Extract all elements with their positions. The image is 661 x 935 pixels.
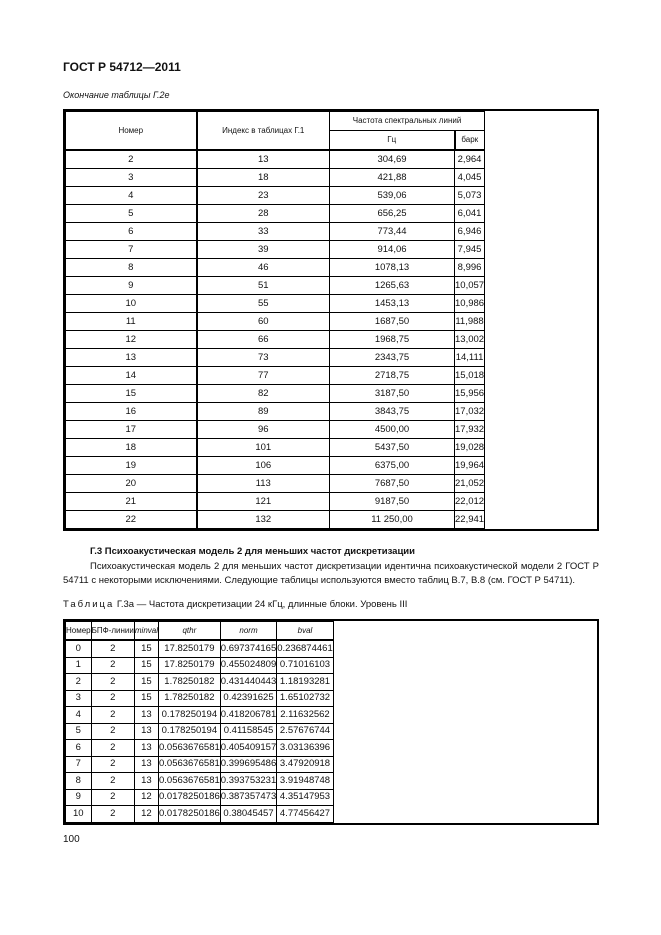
table-cell: 4.77456427 xyxy=(277,806,333,823)
spectral-lines-table xyxy=(63,109,599,531)
table-cell: 0.38045457 xyxy=(220,806,276,823)
table-cell: 1 xyxy=(66,657,92,674)
table-cell: 7,945 xyxy=(455,241,485,259)
table-cell: 15 xyxy=(134,674,158,691)
table-cell: 19,964 xyxy=(455,457,485,475)
table-cell: 2 xyxy=(91,674,134,691)
table1-caption: Окончание таблицы Г.2е xyxy=(63,90,170,100)
table-cell: 19 xyxy=(66,457,197,475)
table-row xyxy=(66,331,485,349)
table-cell: 28 xyxy=(197,205,330,223)
table-cell: 6,946 xyxy=(455,223,485,241)
psychoacoustic-table xyxy=(63,619,599,825)
section-paragraph: Психоакустическая модель 2 для меньших частот дискретизации идентична психоакустической модели 2 ГОСТ Р 54711 с некоторыми исключениями. Следующие таблицы используются вместо таблиц В.7, В.8 (см. ГОСТ Р 54711). xyxy=(63,561,599,586)
table-row xyxy=(66,421,485,439)
table-cell: 12 xyxy=(66,331,197,349)
table-cell: 3187,50 xyxy=(330,385,455,403)
table-cell: 10,986 xyxy=(455,295,485,313)
table-row xyxy=(66,690,334,707)
table-cell: 3.47920918 xyxy=(277,756,333,773)
table-cell: 4 xyxy=(66,187,197,205)
table-row xyxy=(66,789,334,806)
table-cell: 121 xyxy=(197,493,330,511)
table-cell: 82 xyxy=(197,385,330,403)
table-cell: 17 xyxy=(66,421,197,439)
table-cell: 10 xyxy=(66,806,92,823)
table-row xyxy=(66,756,334,773)
col-header-number: Номер xyxy=(66,112,197,151)
table-cell: 1.18193281 xyxy=(277,674,333,691)
table-cell: 17,932 xyxy=(455,421,485,439)
col-header-hz: Гц xyxy=(330,131,455,151)
table-cell: 6 xyxy=(66,223,197,241)
table-cell: 5 xyxy=(66,205,197,223)
table-cell: 12 xyxy=(134,789,158,806)
table-cell: 2718,75 xyxy=(330,367,455,385)
table-cell: 33 xyxy=(197,223,330,241)
table-cell: 13 xyxy=(134,707,158,724)
table-cell: 15 xyxy=(134,640,158,657)
table-cell: 46 xyxy=(197,259,330,277)
table-cell: 1.78250182 xyxy=(159,674,221,691)
table-row xyxy=(66,707,334,724)
table-cell: 6 xyxy=(66,740,92,757)
table2-header-row xyxy=(66,622,334,641)
col-header-bark: барк xyxy=(455,131,485,151)
table-cell: 15 xyxy=(66,385,197,403)
table-cell: 22,012 xyxy=(455,493,485,511)
table-cell: 9187,50 xyxy=(330,493,455,511)
table-cell: 1453,13 xyxy=(330,295,455,313)
table-cell: 20 xyxy=(66,475,197,493)
table-cell: 0 xyxy=(66,640,92,657)
col-header-3: qthr xyxy=(159,622,221,641)
table-cell: 66 xyxy=(197,331,330,349)
table-cell: 4.35147953 xyxy=(277,789,333,806)
table-row xyxy=(66,277,485,295)
table-cell: 13 xyxy=(134,773,158,790)
table-row xyxy=(66,674,334,691)
table-cell: 17.8250179 xyxy=(159,657,221,674)
col-header-1: БПФ-линии xyxy=(91,622,134,641)
table-cell: 8,996 xyxy=(455,259,485,277)
table-cell: 18 xyxy=(66,439,197,457)
table-cell: 2 xyxy=(91,789,134,806)
table-cell: 0.0563676581 xyxy=(159,773,221,790)
table-row xyxy=(66,259,485,277)
section-heading: Г.3 Психоакустическая модель 2 для меньших частот дискретизации xyxy=(90,546,415,557)
table-row xyxy=(66,657,334,674)
table-cell: 304,69 xyxy=(330,150,455,169)
table-cell: 0.387357473 xyxy=(220,789,276,806)
table-cell: 2 xyxy=(91,707,134,724)
table-cell: 77 xyxy=(197,367,330,385)
table-cell: 2.57676744 xyxy=(277,723,333,740)
table-cell: 0.178250194 xyxy=(159,723,221,740)
table-cell: 2 xyxy=(91,640,134,657)
table-cell: 132 xyxy=(197,511,330,529)
table-cell: 1.78250182 xyxy=(159,690,221,707)
table-cell: 7687,50 xyxy=(330,475,455,493)
table-cell: 17.8250179 xyxy=(159,640,221,657)
document-header: ГОСТ Р 54712—2011 xyxy=(63,60,181,74)
table-cell: 656,25 xyxy=(330,205,455,223)
table-cell: 13,002 xyxy=(455,331,485,349)
table-cell: 2 xyxy=(66,674,92,691)
table-cell: 39 xyxy=(197,241,330,259)
table-cell: 2 xyxy=(91,806,134,823)
table-cell: 421,88 xyxy=(330,169,455,187)
table1-body xyxy=(66,150,485,529)
table-cell: 3.03136396 xyxy=(277,740,333,757)
table-cell: 13 xyxy=(197,150,330,169)
table-cell: 2 xyxy=(91,690,134,707)
table-cell: 10,057 xyxy=(455,277,485,295)
table-cell: 1265,63 xyxy=(330,277,455,295)
table2-body xyxy=(66,640,334,822)
table-row xyxy=(66,223,485,241)
table-cell: 3 xyxy=(66,169,197,187)
table-cell: 1968,75 xyxy=(330,331,455,349)
table-row xyxy=(66,367,485,385)
table-cell: 15,956 xyxy=(455,385,485,403)
table-cell: 2.11632562 xyxy=(277,707,333,724)
table-cell: 10 xyxy=(66,295,197,313)
table2-caption-word: Таблица xyxy=(63,599,115,610)
table-row xyxy=(66,205,485,223)
table-cell: 21 xyxy=(66,493,197,511)
table-cell: 22,941 xyxy=(455,511,485,529)
table2-caption-text: Г.3а — Частота дискретизации 24 кГц, длинные блоки. Уровень III xyxy=(114,599,408,610)
table-row xyxy=(66,169,485,187)
table-row xyxy=(66,511,485,529)
table-cell: 0.405409157 xyxy=(220,740,276,757)
table-cell: 15,018 xyxy=(455,367,485,385)
table-cell: 3 xyxy=(66,690,92,707)
table-row xyxy=(66,313,485,331)
table-cell: 13 xyxy=(66,349,197,367)
table-cell: 8 xyxy=(66,773,92,790)
table-cell: 4500,00 xyxy=(330,421,455,439)
table-cell: 5,073 xyxy=(455,187,485,205)
table-cell: 0.71016103 xyxy=(277,657,333,674)
table-cell: 2,964 xyxy=(455,150,485,169)
table-cell: 13 xyxy=(134,723,158,740)
table-cell: 1687,50 xyxy=(330,313,455,331)
table-row xyxy=(66,806,334,823)
table-cell: 16 xyxy=(66,403,197,421)
col-header-2: minval xyxy=(134,622,158,641)
table-cell: 2 xyxy=(91,740,134,757)
table-cell: 6375,00 xyxy=(330,457,455,475)
table-cell: 13 xyxy=(134,756,158,773)
table-cell: 0.431440443 xyxy=(220,674,276,691)
table-cell: 73 xyxy=(197,349,330,367)
table-cell: 914,06 xyxy=(330,241,455,259)
table-cell: 9 xyxy=(66,789,92,806)
table-cell: 2 xyxy=(91,773,134,790)
table-cell: 15 xyxy=(134,657,158,674)
table-cell: 11 250,00 xyxy=(330,511,455,529)
table-cell: 1078,13 xyxy=(330,259,455,277)
table-row xyxy=(66,475,485,493)
table-cell: 55 xyxy=(197,295,330,313)
col-header-5: bval xyxy=(277,622,333,641)
table-cell: 96 xyxy=(197,421,330,439)
table-cell: 6,041 xyxy=(455,205,485,223)
table-cell: 101 xyxy=(197,439,330,457)
table-cell: 17,032 xyxy=(455,403,485,421)
table-row xyxy=(66,457,485,475)
table-cell: 0.42391625 xyxy=(220,690,276,707)
table-cell: 0.41158545 xyxy=(220,723,276,740)
table-cell: 14,111 xyxy=(455,349,485,367)
table-row xyxy=(66,723,334,740)
table-cell: 0.399695486 xyxy=(220,756,276,773)
table-cell: 0.455024809 xyxy=(220,657,276,674)
table-cell: 2 xyxy=(91,657,134,674)
table-cell: 19,028 xyxy=(455,439,485,457)
table-cell: 3.91948748 xyxy=(277,773,333,790)
table-cell: 0.0178250186 xyxy=(159,789,221,806)
table-cell: 11 xyxy=(66,313,197,331)
table-cell: 22 xyxy=(66,511,197,529)
col-header-0: Номер xyxy=(66,622,92,641)
table-cell: 4,045 xyxy=(455,169,485,187)
table-cell: 0.393753231 xyxy=(220,773,276,790)
table2-caption xyxy=(63,598,599,611)
table-cell: 0.178250194 xyxy=(159,707,221,724)
table-cell: 89 xyxy=(197,403,330,421)
table-row xyxy=(66,349,485,367)
col-header-index: Индекс в таблицах Г.1 xyxy=(197,112,330,151)
table-cell: 51 xyxy=(197,277,330,295)
table-cell: 12 xyxy=(134,806,158,823)
table-cell: 5 xyxy=(66,723,92,740)
table-row xyxy=(66,241,485,259)
table-cell: 0.0563676581 xyxy=(159,756,221,773)
table-cell: 23 xyxy=(197,187,330,205)
table-cell: 8 xyxy=(66,259,197,277)
table-cell: 21,052 xyxy=(455,475,485,493)
table-cell: 60 xyxy=(197,313,330,331)
table-row xyxy=(66,439,485,457)
table-cell: 0.236874461 xyxy=(277,640,333,657)
table-row xyxy=(66,403,485,421)
table-row xyxy=(66,740,334,757)
col-header-4: norm xyxy=(220,622,276,641)
table-cell: 0.0178250186 xyxy=(159,806,221,823)
table-cell: 539,06 xyxy=(330,187,455,205)
table-cell: 13 xyxy=(134,740,158,757)
table-row xyxy=(66,640,334,657)
table-cell: 15 xyxy=(134,690,158,707)
table-row xyxy=(66,150,485,169)
table-row xyxy=(66,493,485,511)
table-cell: 4 xyxy=(66,707,92,724)
table-cell: 14 xyxy=(66,367,197,385)
table-cell: 106 xyxy=(197,457,330,475)
table-row xyxy=(66,385,485,403)
table-cell: 773,44 xyxy=(330,223,455,241)
table-cell: 7 xyxy=(66,756,92,773)
table-cell: 2 xyxy=(91,756,134,773)
table-cell: 2343,75 xyxy=(330,349,455,367)
table-cell: 2 xyxy=(91,723,134,740)
page-number: 100 xyxy=(63,833,80,845)
col-header-frequency: Частота спектральных линий xyxy=(330,112,485,131)
table-row xyxy=(66,773,334,790)
table-cell: 3843,75 xyxy=(330,403,455,421)
table-cell: 0.418206781 xyxy=(220,707,276,724)
table-cell: 113 xyxy=(197,475,330,493)
table-row xyxy=(66,295,485,313)
table-row xyxy=(66,187,485,205)
table-cell: 2 xyxy=(66,150,197,169)
table-cell: 7 xyxy=(66,241,197,259)
table-cell: 9 xyxy=(66,277,197,295)
table-cell: 11,988 xyxy=(455,313,485,331)
table-cell: 5437,50 xyxy=(330,439,455,457)
table-cell: 1.65102732 xyxy=(277,690,333,707)
table-cell: 0.697374165 xyxy=(220,640,276,657)
table-cell: 18 xyxy=(197,169,330,187)
table-cell: 0.0563676581 xyxy=(159,740,221,757)
